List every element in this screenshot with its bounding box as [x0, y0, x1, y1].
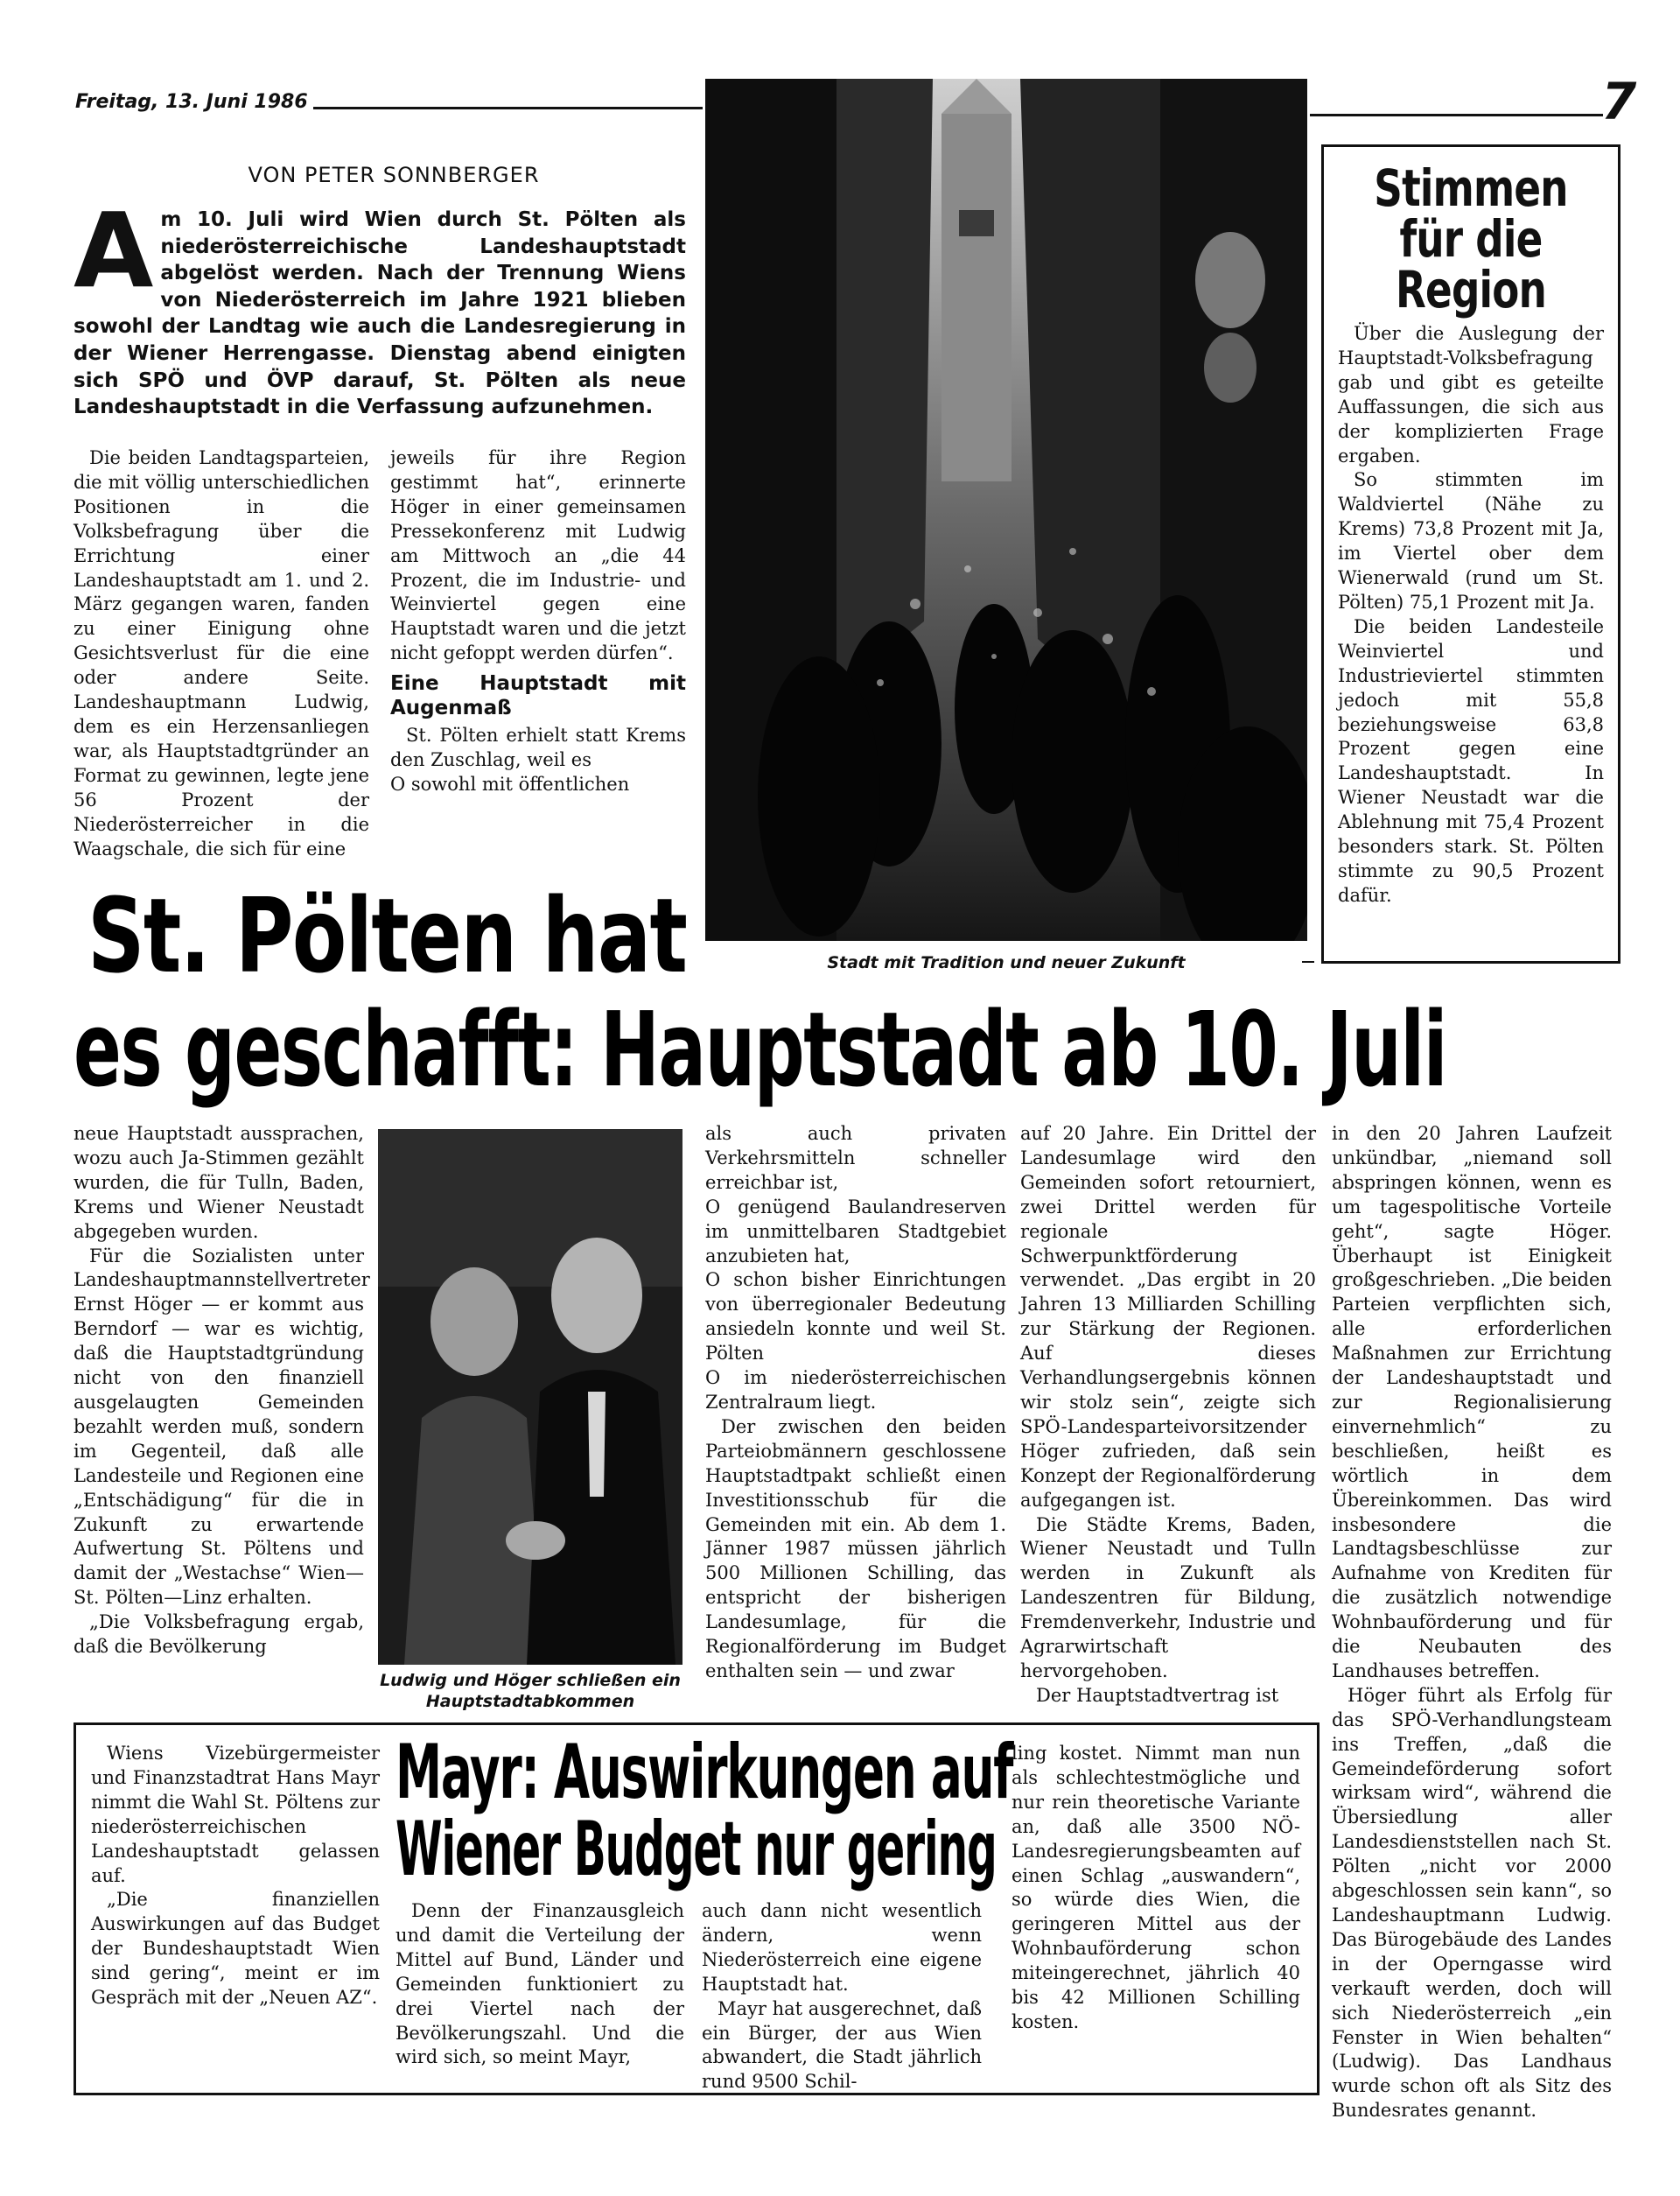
mayr-column-2 [396, 1899, 684, 2070]
mayr-headline-line-2: Wiener Budget nur gering [396, 1806, 997, 1893]
main-headline-line-2: es geschafft: Hauptstadt ab 10. Juli [74, 989, 1447, 1110]
sidebar-box [1321, 144, 1620, 964]
drop-cap: A [74, 190, 154, 311]
issue-date: Freitag, 13. Juni 1986 [75, 91, 308, 113]
body-paragraph: Die Städte Krems, Baden, Wiener Neustadt und Tulln werden in Zukunft als Landeszentren für Bildung, Fremdenverkehr, Industrie und Agrarwirtschaft hervorgehoben. [1020, 1513, 1316, 1681]
body-paragraph: Der zwischen den beiden Parteiobmännern geschlossene Hauptstadtpakt schließt einen Investitionsschub für die Gemeinden mit ein. Ab dem 1. Jänner 1987 müssen jährlich 500 Millionen Schilling, das entspricht der bisherigen Landesumlage, für die Regionalförderung im Budget enthalten sein — und zwar [705, 1415, 1006, 1681]
mayr-column-3 [702, 1899, 982, 2094]
lead-paragraph [74, 190, 686, 421]
body-paragraph: in den 20 Jahren Laufzeit unkündbar, „niemand soll abspringen können, wenn es um tagespolitische Vorteile geht“, sagte Höger. Überhaupt ist Einigkeit großgeschrieben. „Die beiden Parteien verpflichten sich, alle erforderlichen Maßnahmen zur Errichtung der Landeshauptstadt und zur Regionalisierung einvernehmlich“ zu beschließen, heißt es wörtlich in dem Übereinkommen. Das wird insbesondere die Landtagsbeschlüsse zur Aufnahme von Krediten für die zusätzlich notwendige Wohnbauförderung und für die Neubauten des Landhauses betreffen. [1332, 1123, 1612, 1681]
article-column-2 [390, 446, 686, 797]
sidebar-paragraph: So stimmten im Waldviertel (Nähe zu Krems) 73,8 Prozent mit Ja, im Viertel ober dem Wienerwald (rund um St. Pölten) 75,1 Prozent mit Ja. [1338, 469, 1604, 613]
masthead-rule-right [1310, 114, 1603, 116]
masthead-rule [313, 107, 703, 109]
body-paragraph: jeweils für ihre Region gestimmt hat“, erinnerte Höger in einer gemeinsamen Pressekonferenz mit Ludwig am Mittwoch an „die 44 Prozent, die im Industrie- und Weinviertel gegen eine Hauptstadt waren und die jetzt nicht gefoppt werden dürfen“. [390, 447, 686, 664]
page-number: 7 [1601, 72, 1637, 131]
sidebar-title-line-2: für die [1399, 209, 1543, 269]
street-scene-image [705, 79, 1307, 941]
handshake-photo [378, 1129, 682, 1665]
body-paragraph: „Die Volksbefragung ergab, daß die Bevölkerung [74, 1611, 364, 1658]
body-paragraph: Die beiden Landtagsparteien, die mit völlig unterschiedlichen Positionen in die Volksbefragung über die Errichtung einer Landeshauptstadt am 1. und 2. März gegangen waren, fanden zu einer Einigung ohne Gesichtsverlust für die eine oder andere Seite. Landeshauptmann Ludwig, dem es ein Herzensanliegen war, als Hauptstadtgründer an Format zu gewinnen, legte jene 56 Prozent der Niederösterreicher in die Waagschale, die sich für eine [74, 447, 369, 859]
body-paragraph: O schon bisher Einrichtungen von überregionaler Bedeutung ansiedeln konnte und weil St. Pölten [705, 1269, 1006, 1365]
body-paragraph: auch dann nicht wesentlich ändern, wenn Niederösterreich eine eigene Hauptstadt hat. [702, 1900, 982, 1995]
sidebar-paragraph: Die beiden Landesteile Weinviertel und Industrieviertel stimmten jedoch mit 55,8 beziehungsweise 63,8 Prozent gegen eine Landeshauptstadt. In Wiener Neustadt war die Ablehnung mit 75,4 Prozent besonders stark. St. Pölten stimmte zu 90,5 Prozent dafür. [1338, 615, 1604, 906]
body-paragraph: Für die Sozialisten unter Landeshauptmannstellvertreter Ernst Höger — er kommt aus Berndorf — war es wichtig, daß die Hauptstadtgründung nicht von den finanziell ausgelaugten Gemeinden bezahlt werden muß, sondern im Gegenteil, daß alle Landesteile und Regionen eine „Entschädigung“ für die in Zukunft zu erwartende Aufwertung St. Pöltens und damit der „Westachse“ Wien—St. Pölten—Linz erhalten. [74, 1245, 370, 1609]
body-paragraph: als auch privaten Verkehrsmitteln schneller erreichbar ist, [705, 1123, 1006, 1193]
body-paragraph: O sowohl mit öffentlichen [390, 773, 630, 795]
article-column-5 [1020, 1122, 1316, 1708]
sidebar-paragraph: Über die Auslegung der Hauptstadt-Volksbefragung gab und gibt es geteilte Auffassungen, die sich aus der komplizierten Frage ergaben. [1338, 323, 1604, 467]
street-scene-photo [705, 79, 1307, 941]
mayr-headline-line-1: Mayr: Auswirkungen auf [396, 1729, 1013, 1816]
body-paragraph: auf 20 Jahre. Ein Drittel der Landesumlage wird den Gemeinden sofort retourniert, zwei Drittel werden für regionale Schwerpunktförderung verwendet. „Das ergibt in 20 Jahren 13 Milliarden Schilling zur Stärkung der Regionen. Auf dieses Verhandlungsergebnis können wir stolz sein“, zeigte sich SPÖ-Landesparteivorsitzender Höger zufrieden, daß sein Konzept der Regionalförderung aufgegangen ist. [1020, 1123, 1316, 1511]
byline: VON PETER SONNBERGER [248, 163, 540, 187]
body-paragraph: Der Hauptstadtvertrag ist [1036, 1684, 1279, 1706]
body-paragraph: ling kostet. Nimmt man nun als schlechtestmögliche und nur rein theoretische Variante an, daß alle 3500 NÖ-Landesregierungsbeamten auf einen Schlag „auswandern“, so würde dies Wien, die geringeren Mittel aus der Wohnbauförderung schon miteingerechnet, jährlich 40 bis 42 Millionen Schilling kosten. [1012, 1743, 1300, 2032]
sidebar-title-line-1: Stimmen [1374, 158, 1568, 218]
sidebar-title-line-3: Region [1395, 260, 1547, 319]
body-paragraph: Höger führt als Erfolg für das SPÖ-Verhandlungsteam ins Treffen, „daß die Gemeindeförderung sofort wirksam wird“, während die Übersiedlung aller Landesdienststellen nach St. Pölten „nicht vor 2000 abgeschlossen sein kann“, so Landeshauptmann Ludwig. Das Bürogebäude des Landes in der Operngasse wird verkauft werden, doch will sich Niederösterreich „ein Fenster in Wien behalten“ (Ludwig). Das Landhaus wurde schon oft als Sitz des Bundesrates genannt. [1332, 1684, 1612, 2122]
mayr-column-4 [1012, 1742, 1300, 2035]
body-paragraph: Mayr hat ausgerechnet, daß ein Bürger, der aus Wien abwandert, die Stadt jährlich rund 9500 Schil- [702, 1997, 982, 2093]
lead-text: m 10. Juli wird Wien durch St. Pölten als niederösterreichische Landeshauptstadt abgelöst werden. Nach der Trennung Wiens von Niederösterreich im Jahre 1921 blieben sowohl der Landtag wie auch die Landesregierung in der Wiener Herrengasse. Dienstag abend einigten sich SPÖ und ÖVP darauf, St. Pölten als neue Landeshauptstadt in die Verfassung aufzunehmen. [74, 208, 686, 419]
article-column-4 [705, 1122, 1006, 1684]
body-paragraph: Wiens Vizebürgermeister und Finanzstadtrat Hans Mayr nimmt die Wahl St. Pöltens zur niederösterreichischen Landeshauptstadt gelassen auf. [91, 1743, 380, 1886]
body-paragraph: O genügend Baulandreserven im unmittelbaren Stadtgebiet anzubieten hat, [705, 1196, 1006, 1266]
body-paragraph: „Die finanziellen Auswirkungen auf das Budget der Bundeshauptstadt Wien sind gering“, meint er im Gespräch mit der „Neuen AZ“. [91, 1889, 380, 2009]
body-paragraph: O im niederösterreichischen Zentralraum liegt. [705, 1367, 1006, 1413]
subheading: Eine Hauptstadt mit Augenmaß [390, 672, 686, 720]
body-paragraph: Denn der Finanzausgleich und damit die Verteilung der Mittel auf Bund, Länder und Gemeinden funktioniert zu drei Viertel nach der Bevölkerungszahl. Und die wird sich, so meint Mayr, [396, 1900, 684, 2068]
article-column-1 [74, 446, 369, 861]
photo-caption: Stadt mit Tradition und neuer Zukunft [827, 953, 1186, 972]
caption-rule [1302, 961, 1314, 963]
handshake-image [378, 1129, 682, 1665]
handshake-caption: Ludwig und Höger schließen ein Hauptstadtabkommen [380, 1671, 681, 1711]
body-paragraph: St. Pölten erhielt statt Krems den Zuschlag, weil es [390, 725, 686, 771]
mayr-column-1 [91, 1742, 380, 2010]
body-paragraph: neue Hauptstadt aussprachen, wozu auch Ja-Stimmen gezählt wurden, die für Tulln, Baden, Krems und Wiener Neustadt abgegeben wurden. [74, 1123, 364, 1242]
main-headline-line-1: St. Pölten hat [88, 875, 687, 996]
sidebar-text [1338, 322, 1604, 909]
article-column-3 [74, 1122, 370, 1659]
article-column-6 [1332, 1122, 1612, 2123]
